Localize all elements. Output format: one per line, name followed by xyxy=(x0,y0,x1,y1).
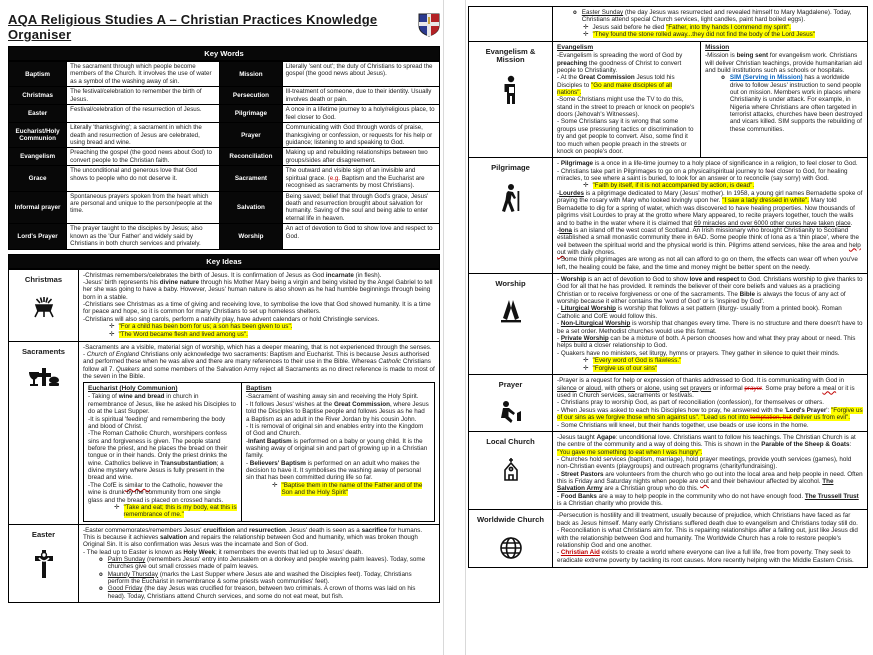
text-line xyxy=(557,399,863,406)
cross-bullet-icon: ✛ xyxy=(583,31,589,39)
text-line xyxy=(246,460,430,482)
line-text: "Faith by itself, if it is not accompanied by action, is dead". xyxy=(592,182,755,190)
keyword-definition: The unconditional and generous love that God shows to people who do not deserve it. xyxy=(67,166,220,191)
text-line xyxy=(83,316,435,323)
keyword-term: Salvation xyxy=(220,191,282,224)
line-text: - Pilgrimage is a once in a life-time journey to a holy place of significance in a religion, to feel closer to God. xyxy=(557,160,858,168)
scripture-quote-line xyxy=(557,357,863,365)
section-label: Easter xyxy=(31,529,56,539)
line-text: - Worship is an act of devotion to God to show love and respect to God. Christians worship to give thanks to God for all that he has provided. It reminds the believer of their core beliefs and values as a practicing Christian or to receive forgiveness or one of the sacraments. The Bible is always the focus of any act of worship because it either contains the 'word of God' or is 'inspired by God'. xyxy=(557,276,863,306)
keyword-definition: The festival/celebration to remember the birth of Jesus. xyxy=(67,87,220,105)
line-text: -Christians will also sing carols, perform a nativity play, have advent calendars or hold Christingle services. xyxy=(83,315,380,323)
keyword-definition: The sacrament through which people become members of the Church. It involves the use of water as a symbol of the washing away of sin. xyxy=(67,62,220,87)
empty-label-cell xyxy=(469,7,553,42)
text-line xyxy=(88,430,237,482)
text-line xyxy=(557,276,863,305)
line-text: - Food Banks are a way to help people in the community who do not have enough food. The Trussell Trust is a Christian charity who provide this. xyxy=(557,492,859,508)
section-content xyxy=(553,375,868,432)
preacher-icon xyxy=(472,75,549,110)
section-label-cell xyxy=(469,158,553,274)
text-line xyxy=(246,423,430,438)
text-line xyxy=(83,301,435,316)
text-line xyxy=(88,416,237,431)
line-text: - Private Worship can be a mixture of both. A person chooses how and what they pray about or need. This helps build a closer relationship to God. xyxy=(557,334,856,350)
school-crest-icon xyxy=(418,13,440,42)
keyword-definition: Literally 'sent out'; the duty of Christians to spread the gospel (the good news about Jesus). xyxy=(282,62,439,87)
cross-bullet-icon: ✛ xyxy=(583,182,589,190)
baptism-column-header: Baptism xyxy=(245,385,272,393)
kneeling-prayer-icon xyxy=(472,400,549,429)
keyideas-table xyxy=(8,269,440,604)
section-label-cell xyxy=(469,42,553,158)
cross-bullet-icon: ✛ xyxy=(271,481,278,489)
sub-bullet-icon: o xyxy=(99,570,103,578)
keyword-definition: Literally 'thanksgiving'; a sacrament in which the death and resurrection of Jesus are celebrated, using bread and wine. xyxy=(67,123,220,148)
scripture-quote-line xyxy=(557,31,863,39)
sections-table xyxy=(468,6,868,568)
keywords-header: Key Words xyxy=(8,46,440,61)
text-line xyxy=(557,434,863,456)
scripture-quote-line xyxy=(557,182,863,190)
line-text: -Infant Baptism is performed on a baby or young child. It is the washing away of original sin and part of growing up in a Christian family. xyxy=(245,437,428,460)
text-line xyxy=(557,350,863,357)
section-label-cell xyxy=(9,524,79,603)
keywords-row xyxy=(9,224,440,249)
scripture-quote-line xyxy=(88,504,237,519)
line-text: - It follows Jesus' wishes at the Great Commission, where Jesus told the Disciples to Baptise people and follows Jesus as he had a Baptism as an adult in the River Jordan by his cousin John. xyxy=(245,400,429,423)
keyword-term: Easter xyxy=(9,105,67,123)
section-content xyxy=(553,274,868,375)
line-text: -Easter commemorates/remembers Jesus' crucifixion and resurrection. Jesus' death is seen as a sacrifice for humans. This is because it achieves salvation and repairs the relationship between God and humanity, which was broken though Original Sin. It is also confirmation was Jesus was the incarnate and Son of God. xyxy=(83,526,423,549)
keyword-definition: Being saved; belief that through God's grace, Jesus' death and resurrection brought about salvation for humanity. Saving of the soul and being able to enter eternal life in heaven. xyxy=(282,191,439,224)
line-text: - Some think pilgrimages are wrong as not all can afford to go on them, the effects can wear off when you've left, the healing could be fake, and the time and money might be better spent on the needy. xyxy=(557,256,858,271)
keyword-definition: The prayer taught to the disciples by Jesus; also known as the 'Our Father' and widely said by Christians in both church services and privately. xyxy=(67,224,220,249)
text-line xyxy=(83,527,435,549)
line-text: -The CofE is similar to the Catholic, however the wine is drunk by the community from one single glass and the bread is placed on crossed hands. xyxy=(88,481,224,504)
keyword-definition: A once in a lifetime journey to a holy/religious place, to feel closer to God. xyxy=(282,105,439,123)
line-text: -The Roman Catholic Church, worshipers confess sins and forgiveness is given. The people stand before the priest, and he places the bread on their tongue or in their hands. Only the priest drinks the wine. Catholics believe in Transubstantiation; a divine mystery where Jesus is fully present in the bread and wine. xyxy=(88,430,228,482)
line-text: - Non-Liturgical Worship is worship that changes every time. There is no structure and there doesn't have to be a set order. Methodist churches would use this format. xyxy=(557,320,863,335)
section-label: Local Church xyxy=(486,436,535,446)
keyword-term: Lord's Prayer xyxy=(9,224,67,249)
text-line xyxy=(246,393,430,400)
title-row xyxy=(8,6,440,46)
keyword-definition: Preaching the gospel (the good news about God) to convert people to the Christian faith. xyxy=(67,148,220,166)
crucifix-icon xyxy=(12,549,75,584)
sub-bullet-icon: o xyxy=(99,585,103,593)
keywords-table-body xyxy=(9,62,440,250)
section-label: Evangelism & Mission xyxy=(485,47,536,65)
evangelism-column-body xyxy=(557,52,696,155)
line-text: Palm Sunday (remembers Jesus' entry into Jerusalem on a donkey and people waving palm leaves). Today, some churches give out small crosses made of palm leaves. xyxy=(107,556,426,571)
keyword-definition: Making up and rebuilding relationships between two groups/sides after disagreement. xyxy=(282,148,439,166)
line-text: "Baptise them in the name of the Father and of the Son and the Holy Spirit" xyxy=(281,481,423,497)
sacraments-subtable xyxy=(83,382,435,521)
section-row-worship xyxy=(469,274,868,375)
text-line xyxy=(557,493,863,508)
keyword-term: Pilgrimage xyxy=(220,105,282,123)
cross-bullet-icon: ✛ xyxy=(583,356,589,364)
bullet-line xyxy=(83,571,435,586)
mission-column-header: Mission xyxy=(705,44,730,52)
line-text: -Christians see Christmas as a time of giving and receiving love, to symbolise the love that God showed humanity. It is a time for peace and hope, so it is common for many Christians to set up homeless shelters. xyxy=(83,301,431,316)
text-line xyxy=(557,377,863,399)
line-text: - Believers' Baptism is performed on an adult who makes the decision to have it. It symbolises the washing away of personal sin that has been committed during life so far. xyxy=(245,459,421,482)
section-content xyxy=(553,510,868,567)
keywords-row xyxy=(9,123,440,148)
line-text: "Every word of God is flawless." xyxy=(592,356,682,364)
keyword-term: Evangelism xyxy=(9,148,67,166)
eucharist-column-body xyxy=(88,393,237,518)
text-line xyxy=(557,118,696,155)
eucharist-column xyxy=(84,383,242,521)
line-text: - It is removal of original sin and enables entry into the Kingdom of God and Church. xyxy=(245,422,424,438)
keyword-definition: The outward and visible sign of an invisible and spiritual grace. (e.g. Baptism and the Eucharist are recognised as sacraments by most Christians). xyxy=(282,166,439,191)
line-text: - Street Pastors are volunteers from the church who go out into the local area and help people in need. Often this is Friday and Saturday nights when people are out and their behaviour affected by alcohol. The Salvation Army are a Christian group who do this. xyxy=(557,470,863,493)
line-text: Jesus said before he died "Father, into thy hands I commend my spirit". xyxy=(592,23,791,31)
line-text: -Prayer is a request for help or expression of thanks addressed to God. It is communicating with God in silence or aloud, with others or alone, using set prayers or informal prayer. Some pray before a meal or it is used in Church services, sacraments or festivals. xyxy=(557,377,855,400)
manger-icon xyxy=(12,294,75,323)
line-text: -Jesus' birth represents his divine nature through his Mother Mary being a virgin and being visited by the Angel Gabriel to tell her she was going to have a baby. However, Jesus' human nature is also shown as he had humble beginnings through being born in a stable. xyxy=(83,278,433,301)
keywords-row xyxy=(9,191,440,224)
line-text: -Persecution is hostility and ill treatment, usually because of prejudice, which Christians have faced as far back as Jesus himself. Many early Christians suffered death due to evangelism and Christians today still do. xyxy=(557,512,858,527)
text-line xyxy=(705,52,863,74)
section-content xyxy=(79,269,440,341)
text-line xyxy=(557,96,696,118)
text-line xyxy=(557,407,863,422)
communion-icon xyxy=(12,366,75,399)
text-line xyxy=(557,471,863,493)
keyword-definition: Ill-treatment of someone, due to their identity. Usually involves death or pain. xyxy=(282,87,439,105)
keywords-table xyxy=(8,61,440,250)
text-line xyxy=(557,512,863,527)
section-row-prayer xyxy=(469,375,868,432)
line-text: -It is spiritual 'feeding' and remembering the body and blood of Christ. xyxy=(88,415,226,430)
keywords-row xyxy=(9,105,440,123)
text-line xyxy=(557,74,696,96)
line-text: - Churches hold services (baptism, marriage), hold prayer meetings, provide youth services (games), hold non-Christian events (playgroups) and outreach programs (charity/fundraising). xyxy=(557,455,852,471)
sacraments-intro xyxy=(83,344,435,381)
keyword-term: Reconciliation xyxy=(220,148,282,166)
bullet-line xyxy=(557,9,863,24)
cross-bullet-icon: ✛ xyxy=(583,364,589,372)
text-line xyxy=(557,549,863,564)
text-line xyxy=(557,160,863,167)
section-content xyxy=(553,158,868,274)
text-line xyxy=(557,335,863,350)
line-text: Good Friday (the day Jesus was crucified for treason, between two criminals. A crown of thorns was laid on his head). Today, Christians attend Church services, and some do not eat meat, but fish. xyxy=(107,585,416,600)
line-text: -Some Christians might use the TV to do this, stand in the street to preach or knock on people's doors (Jehovah's Witnesses). xyxy=(557,96,695,119)
easter-continuation-row xyxy=(469,7,868,42)
keywords-row xyxy=(9,148,440,166)
keyword-term: Sacrament xyxy=(220,166,282,191)
section-label: Worldwide Church xyxy=(477,515,544,525)
section-label: Pilgrimage xyxy=(491,163,530,173)
sub-bullet-icon: o xyxy=(721,74,725,82)
text-line xyxy=(557,52,696,74)
bullet-line xyxy=(83,585,435,600)
keyideas-row-easter xyxy=(9,524,440,603)
scripture-quote-line xyxy=(83,323,435,331)
text-line xyxy=(246,438,430,460)
line-text: - Reconciliation is what Christians aim for. This is repairing relationships after a falling out, just like Jesus did with the relationship between God and humanity. The Worldwide Church has a role to restore people's relationship God and one another. xyxy=(557,527,858,549)
text-line xyxy=(88,393,237,415)
page-title: AQA Religious Studies A – Christian Practices Knowledge Organiser xyxy=(8,12,378,42)
line-text: "Take and eat; this is my body, eat this is remembrance of me." xyxy=(123,503,237,519)
page-2 xyxy=(468,6,868,568)
text-line xyxy=(83,344,435,351)
keyword-term: Eucharist/Holy Communion xyxy=(9,123,67,148)
bullet-line xyxy=(705,74,863,133)
section-content xyxy=(79,341,440,524)
text-line xyxy=(83,549,435,556)
evangelism-mission-subtable xyxy=(553,42,867,157)
section-label-cell xyxy=(469,375,553,432)
line-text: "The Word became flesh and lived among us". xyxy=(118,330,248,338)
line-text: - Christian Aid exists to create a world where everyone can live a full life, free from poverty. They seek to eradicate extreme poverty by tackling its root causes. More recently helping with the Middle Eastern Crisis. xyxy=(557,549,854,564)
section-content xyxy=(553,431,868,510)
section-row-worldwide-church xyxy=(469,510,868,567)
scripture-quote-line xyxy=(83,331,435,339)
line-text: -Evangelism is spreading the word of God by preaching the goodness of Christ to convert people to Christianity. xyxy=(557,52,683,74)
keyideas-row-christmas xyxy=(9,269,440,341)
line-text: - Quakers have no ministers, set liturgy, hymns or prayers. They gather in silence to quiet their minds. xyxy=(557,349,840,357)
section-row-evangelism-mission xyxy=(469,42,868,158)
line-text: "For a child has been born for us; a son has been given to us". xyxy=(118,323,293,331)
scripture-quote-line xyxy=(246,482,430,497)
bullet-line xyxy=(83,556,435,571)
keyword-definition: An act of devotion to God to show love and respect to God. xyxy=(282,224,439,249)
line-text: Easter Sunday (the day Jesus was resurrected and revealed himself to Mary Magdalene). Today, Christians attend special Church services, light candles, paint hard boiled eggs). xyxy=(581,9,852,24)
cross-bullet-icon: ✛ xyxy=(583,23,589,31)
section-label-cell xyxy=(469,510,553,567)
cross-bullet-icon: ✛ xyxy=(109,330,115,338)
text-line xyxy=(557,190,863,227)
line-text: -Iona is an island off the west coast of Scotland. An Irish missionary who brought Christianity to Scotland established a small monastic community there in 6AD. Some people think of Iona as a 'thin place', where the veil between the spiritual world and the physical world is thin. Pilgrims attend services, hike the area and help out with daily chores. xyxy=(557,226,861,256)
keywords-row xyxy=(9,87,440,105)
line-text: "Forgive us of our sins" xyxy=(592,364,658,372)
keyword-term: Mission xyxy=(220,62,282,87)
line-text: - The lead up to Easter is known as Holy Week; it remembers the events that led up to Jesus' death. xyxy=(83,548,363,556)
line-text: -Sacraments are a visible, material sign of worship, which has a deeper meaning, that is not experienced through the senses. xyxy=(83,343,432,351)
keywords-row xyxy=(9,166,440,191)
text-line xyxy=(557,527,863,549)
eucharist-column-header: Eucharist (Holy Communion) xyxy=(88,385,178,393)
line-text: -Mission is being sent for evangelism work. Christians will deliver Christian teachings, provide humanitarian aid and build institutions such as schools or hospitals. xyxy=(705,52,862,74)
scripture-quote-line xyxy=(557,365,863,373)
keyword-term: Christmas xyxy=(9,87,67,105)
text-line xyxy=(557,320,863,335)
pilgrim-icon xyxy=(472,183,549,218)
baptism-column xyxy=(241,383,434,521)
evangelism-column xyxy=(553,42,701,157)
section-label: Prayer xyxy=(498,380,523,390)
keyword-definition: Festival/celebration of the resurrection of Jesus. xyxy=(67,105,220,123)
baptism-column-body xyxy=(246,393,430,496)
text-line xyxy=(246,401,430,423)
section-row-pilgrimage xyxy=(469,158,868,274)
keywords-row xyxy=(9,62,440,87)
line-text: -Christmas remembers/celebrates the birth of Jesus. It is confirmation of Jesus as God incarnate (in flesh). xyxy=(83,271,382,279)
cross-bullet-icon: ✛ xyxy=(114,503,120,511)
praying-hands-icon xyxy=(472,298,549,329)
text-line xyxy=(557,256,863,271)
text-line xyxy=(83,351,435,380)
section-label: Sacraments xyxy=(21,346,66,356)
evangelism-column-header: Evangelism xyxy=(557,44,594,52)
section-content xyxy=(79,524,440,603)
line-text: -Jesus taught Agape: unconditional love. Christians want to follow his teachings. The Christian Church is at the centre of the community and a way of doing this. This is shown in the Parable of the Sheep & Goats: "You gave me something to eat when I was hungry". xyxy=(557,433,856,456)
page-1 xyxy=(8,6,440,603)
scripture-quote-line xyxy=(557,24,863,32)
line-text: - At the Great Commission Jesus told his Disciples to "Go and make disciples of all nations". xyxy=(557,74,675,97)
text-line xyxy=(557,168,863,183)
church-icon xyxy=(472,456,549,487)
text-line xyxy=(557,456,863,471)
section-label: Christmas xyxy=(24,274,63,284)
mission-column-body xyxy=(705,52,863,133)
text-line xyxy=(83,272,435,279)
line-text: - Church of England Christians only acknowledge two sacraments: Baptism and Eucharist. This is because Jesus authorised and performed these when he was alive and there are many references to their use in the Bible. Whereas Catholic Christians follow all 7. Quakers and some members of the Salvation Army reject all Sacraments as no direct reference is made to most of the seven in the Bible. xyxy=(83,350,435,380)
text-line xyxy=(557,422,863,429)
sub-bullet-icon: o xyxy=(99,556,103,564)
line-text: "They found the stone rolled away...they did not find the body of the Lord Jesus" xyxy=(592,31,815,39)
text-line xyxy=(88,482,237,504)
section-label-cell xyxy=(469,274,553,375)
line-text: - Liturgical Worship is worship that follows a set pattern (liturgy- usually from a printed book). Roman Catholic and CofE would follow this. xyxy=(557,305,842,320)
keyword-term: Informal prayer xyxy=(9,191,67,224)
keyword-term: Baptism xyxy=(9,62,67,87)
mission-column xyxy=(701,42,867,157)
line-text: - Taking of wine and bread in church in remembrance of Jesus, like he asked his Disciples to do at the Last Supper. xyxy=(88,393,237,416)
section-label: Worship xyxy=(495,279,526,289)
easter-continuation-content xyxy=(553,7,868,42)
globe-icon xyxy=(472,535,549,566)
keyideas-row-sacraments xyxy=(9,341,440,524)
line-text: - When Jesus was asked to each his Disciples how to pray, he answered with the 'Lord's Prayer': "Forgive us of our sins as we forgive those who sin against us". "Lead us not into temptation, but deliver us from evil". xyxy=(557,406,863,422)
line-text: -Lourdes is a pilgrimage dedicated to Mary (Jesus' mother). In 1958, a young girl names Bernadette spoke of praying the rosary with Mary who looked lovingly upon her. "I saw a lady dressed in white". Mary told Bernadette to dig for a spring of water, which was discovered to have healing properties. Now thousands of pilgrims visit Lourdes to pray at the grotto where Mary appeared, to recite prayers together, touch the walls and to bathe in the water where it is claimed that 69 miracles and over 6000 other cures have taken place. xyxy=(557,190,863,227)
line-text: -Sacrament of washing away sin and receiving the Holy Spirit. xyxy=(245,393,419,401)
line-text: - Some Christians will kneel, but their hands together, use beads or use icons in the home. xyxy=(557,421,809,429)
text-line xyxy=(557,227,863,256)
keyword-term: Prayer xyxy=(220,123,282,148)
sub-bullet-icon: o xyxy=(573,9,577,16)
text-line xyxy=(557,305,863,320)
cross-bullet-icon: ✛ xyxy=(109,323,115,331)
page-edge-divider xyxy=(443,0,444,655)
line-text: Maundy Thursday (marks the Last Supper where Jesus ate and washed the Disciples feet). Today, Christians perform the Eucharist in remembrance & some priests wash communities' feet). xyxy=(107,570,412,586)
keyword-definition: Communicating with God through words of praise, thanksgiving or confession, or requests for his help or guidance; listening to and speaking to God. xyxy=(282,123,439,148)
line-text: - Christians take part in Pilgrimages to go on a physical/spiritual journey to feel closer to God, for healing miracles, to see where a saint is buried, to look for an answer or to reconcile (say sorry) with God. xyxy=(557,167,848,182)
keyword-term: Worship xyxy=(220,224,282,249)
keyideas-header: Key Ideas xyxy=(8,254,440,269)
keyword-term: Persecution xyxy=(220,87,282,105)
section-label-cell xyxy=(469,431,553,510)
section-label-cell xyxy=(9,341,79,524)
line-text: - Christians pray to worship God, as part of reconciliation (confession), for themselves or others. xyxy=(557,399,825,407)
section-label-cell xyxy=(9,269,79,341)
line-text: - Some Christians say it is wrong that some groups use pressuring tactics or discrimination to try and get people to convert. Also, some find it too much when people preach in the streets or knock on people's door. xyxy=(557,118,694,155)
page-edge-divider-2 xyxy=(465,0,466,655)
keyword-definition: Spontaneous prayers spoken from the heart which are personal and unique to the person/people at the time. xyxy=(67,191,220,224)
text-line xyxy=(83,279,435,301)
keyword-term: Grace xyxy=(9,166,67,191)
line-text: SIM (Serving in Mission) has a worldwide drive to follow Jesus' instruction to send people out on mission. Members work in places where Christianity is under attack. For example, in Nigeria where Christians are often targeted in terrorist attacks, churches have been destroyed and vicars killed. SIM supports the rebuilding of these communities. xyxy=(729,74,863,133)
section-content xyxy=(553,42,868,158)
section-row-local-church xyxy=(469,431,868,510)
